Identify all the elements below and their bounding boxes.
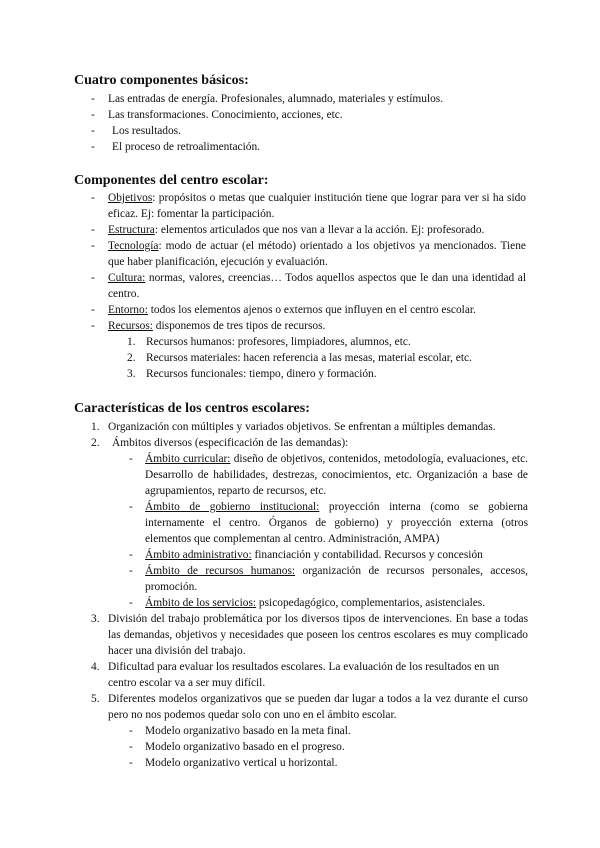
term: Tecnología xyxy=(108,240,159,252)
term: Objetivos xyxy=(108,192,153,204)
bullet-dash: - xyxy=(91,141,95,153)
item-text: diseño de objetivos, contenidos, metodología, evaluaciones, etc. Desarrollo de habilidades, destrezas, conocimientos, etc. Organización a base de agrupamientos, reparto de recursos, etc. xyxy=(145,453,528,497)
number-marker: 4. xyxy=(91,661,100,673)
item-text: psicopedagógico, complementarios, asistenciales. xyxy=(256,597,486,609)
list-item xyxy=(108,270,526,302)
bullet-dash: - xyxy=(91,304,95,316)
bullet-dash: - xyxy=(91,240,95,252)
sub-list-item: Recursos materiales: hacen referencia a las mesas, material escolar, etc. xyxy=(146,352,472,364)
bullet-dash: - xyxy=(91,224,95,236)
list-item: Las entradas de energía. Profesionales, alumnado, materiales y estímulos. xyxy=(108,93,444,105)
number-marker: 2. xyxy=(91,437,100,449)
number-marker: 3. xyxy=(127,368,136,380)
section-heading: Características de los centros escolares: xyxy=(74,401,310,416)
list-item: Organización con múltiples y variados objetivos. Se enfrentan a múltiples demandas. xyxy=(108,421,496,433)
bullet-dash: - xyxy=(129,725,133,737)
item-text: : elementos articulados que nos van a llevar a la acción. Ej: profesorado. xyxy=(154,224,485,236)
term: Cultura: xyxy=(108,272,146,284)
bullet-dash: - xyxy=(129,741,133,753)
item-text: proyección interna (como se gobierna internamente el centro. Órganos de gobierno) y proyección externa (otros elementos que complementan al centro. Administración, AMPA) xyxy=(145,501,528,545)
sub-list-item: Modelo organizativo vertical u horizontal. xyxy=(145,757,338,769)
item-text: : modo de actuar (el método) orientado a los objetivos ya mencionados. Tiene que haber planificación, ejecución y evaluación. xyxy=(108,240,526,268)
number-marker: 2. xyxy=(127,352,136,364)
item-text: disponemos de tres tipos de recursos. xyxy=(152,320,326,332)
bullet-dash: - xyxy=(129,565,133,577)
term: Entorno: xyxy=(108,304,148,316)
number-marker: 1. xyxy=(91,421,100,433)
sub-list-item: Recursos humanos: profesores, limpiadores, alumnos, etc. xyxy=(146,336,411,348)
sub-list-item: Modelo organizativo basado en la meta final. xyxy=(145,725,351,737)
term: Ámbito de recursos humanos: xyxy=(145,565,296,577)
section-heading: Componentes del centro escolar: xyxy=(74,173,269,188)
bullet-dash: - xyxy=(129,757,133,769)
bullet-dash: - xyxy=(91,192,95,204)
sub-list-item xyxy=(145,563,528,595)
term: Ámbito de gobierno institucional: xyxy=(145,501,320,513)
list-item: Los resultados. xyxy=(112,125,181,137)
item-text: todos los elementos ajenos o externos que influyen en el centro escolar. xyxy=(147,304,476,316)
bullet-dash: - xyxy=(91,109,95,121)
list-item xyxy=(108,190,526,222)
bullet-dash: - xyxy=(91,272,95,284)
bullet-dash: - xyxy=(129,597,133,609)
list-item: Las transformaciones. Conocimiento, acciones, etc. xyxy=(108,109,343,121)
term: Estructura xyxy=(108,224,155,236)
bullet-dash: - xyxy=(91,93,95,105)
term: Ámbito curricular: xyxy=(145,453,231,465)
list-item: Diferentes modelos organizativos que se pueden dar lugar a todos a la vez durante el curso pero no nos podemos quedar solo con uno en el ámbito escolar. xyxy=(108,693,528,721)
sub-list-item xyxy=(145,547,528,563)
item-text: organización de recursos personales, accesos, promoción. xyxy=(145,565,528,593)
list-item xyxy=(108,238,526,270)
sub-list-item xyxy=(145,499,528,547)
item-text: : propósitos o metas que cualquier institución tiene que lograr para ver si ha sido eficaz. Ej: fomentar la participación. xyxy=(108,192,526,220)
sub-list-item xyxy=(145,595,528,611)
bullet-dash: - xyxy=(129,453,133,465)
number-marker: 5. xyxy=(91,693,100,705)
list-item: División del trabajo problemática por los diversos tipos de intervenciones. En base a todas las demandas, objetivos y necesidades que poseen los centros escolares es muy complicado hacer una división del trabajo. xyxy=(108,613,528,657)
item-text: normas, valores, creencias… Todos aquellos aspectos que le dan una identidad al centro. xyxy=(108,272,526,300)
sub-list-item: Recursos funcionales: tiempo, dinero y formación. xyxy=(146,368,377,380)
sub-list-item: Modelo organizativo basado en el progreso. xyxy=(145,741,345,753)
list-item xyxy=(108,222,526,238)
list-item xyxy=(108,318,526,334)
term: Recursos: xyxy=(108,320,153,332)
list-item: El proceso de retroalimentación. xyxy=(112,141,261,153)
number-marker: 1. xyxy=(127,336,136,348)
list-item xyxy=(108,302,526,318)
bullet-dash: - xyxy=(129,549,133,561)
sub-list-item xyxy=(145,451,528,499)
list-item: Dificultad para evaluar los resultados escolares. La evaluación de los resultados en un centro escolar va a ser muy difícil. xyxy=(108,661,500,689)
number-marker: 3. xyxy=(91,613,100,625)
bullet-dash: - xyxy=(91,125,95,137)
bullet-dash: - xyxy=(129,501,133,513)
item-text: financiación y contabilidad. Recursos y concesión xyxy=(251,549,483,561)
term: Ámbito administrativo: xyxy=(145,549,252,561)
list-item: Ámbitos diversos (especificación de las demandas): xyxy=(112,437,349,449)
section-heading: Cuatro componentes básicos: xyxy=(74,73,249,88)
term: Ámbito de los servicios: xyxy=(145,597,257,609)
bullet-dash: - xyxy=(91,320,95,332)
